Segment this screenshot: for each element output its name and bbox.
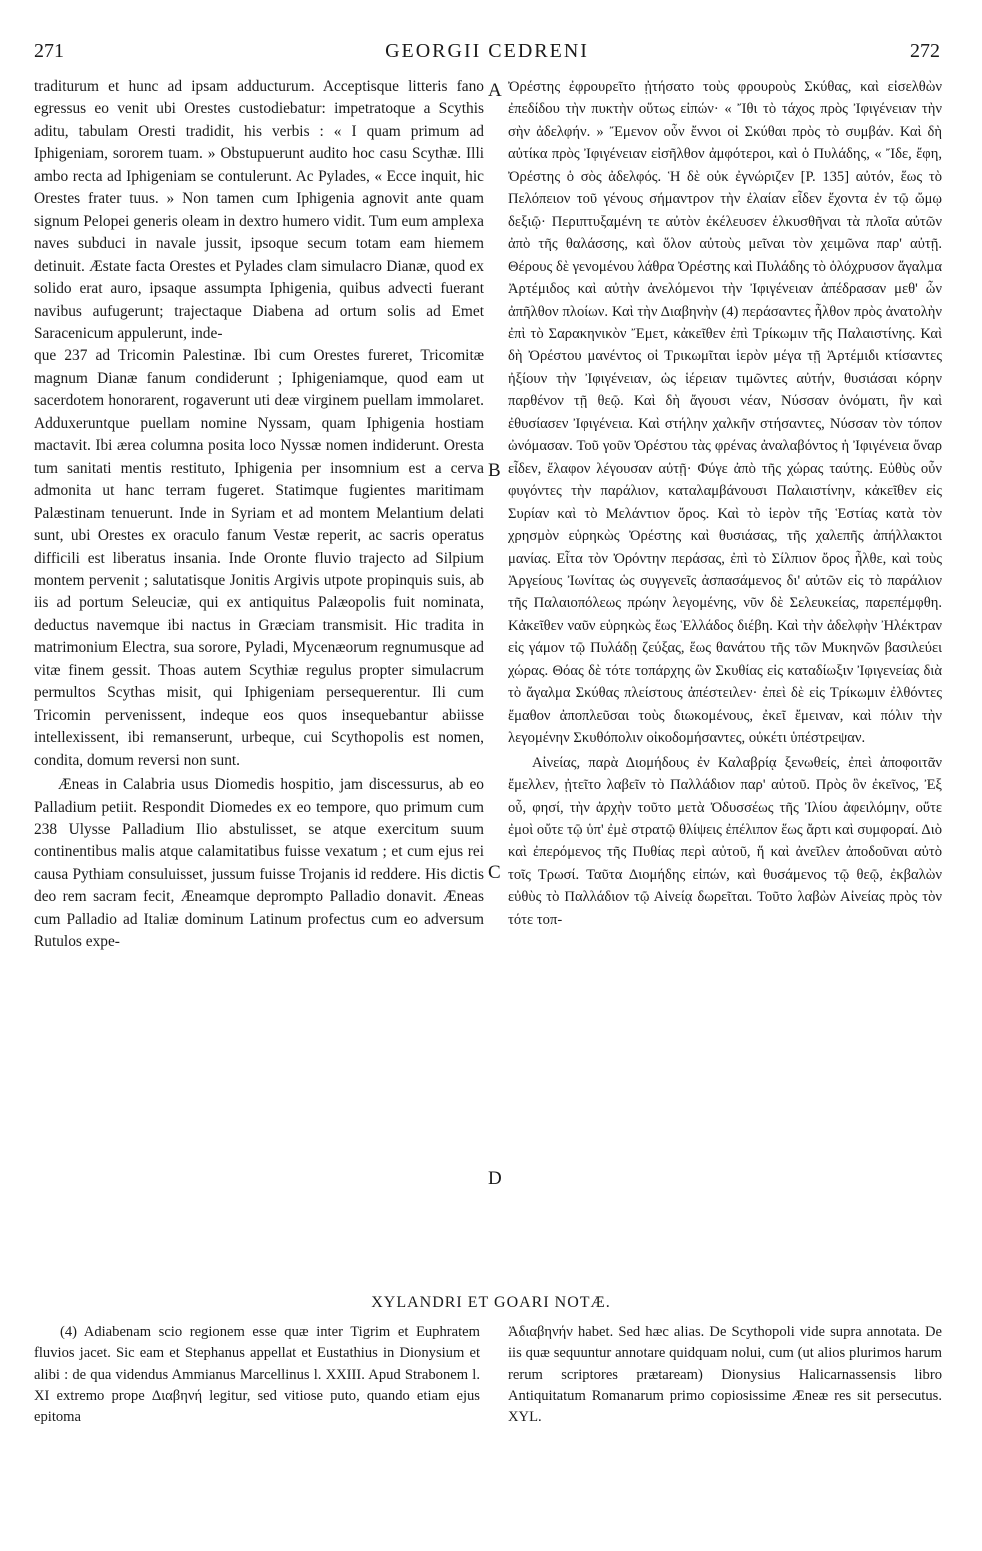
latin-paragraph: traditurum et hunc ad ipsam adducturum. Acceptisque litteris fano egressus eo venit ubi Orestes custodiebatur: impetratoque a Scythis aditu, tabulam Oresti tradidit, his verbis : « I quam primum ad Iphigeniam, sororem tuam. » Obstupuerunt audito hoc casu Scythæ. Illi ambo recta ad Iphigeniam se contulerunt. Ac Pylades, « Ecce inquit, hic Orestes frater tuus. » Non tamen cum Iphigenia agnovit ante quam signum Pelopei generis oleam in dextro humero vidit. Tum eum amplexa naves subduci in navale jussit, ipsoque secum totam eam hiemem detinuit. Æstate facta Orestes et Pylades clam simulacro Dianæ, quod ex solido erat auro, ipsaque assumpta Iphigenia, quibus advecti fuerant navibus aufugerunt; trajectaque Diabena ad ortum solis ad Emet Saracenicum appulerunt, inde-: [34, 78, 484, 342]
section-marker-d: D: [488, 1168, 502, 1189]
latin-column: [34, 76, 484, 954]
latin-paragraph: Æneas in Calabria usus Diomedis hospitio, jam discessurus, ab eo Palladium petiit. Respondit Diomedes ex eo tempore, quo primum cum 238 Ulysse Palladium Ilio abstulisset, se atque exercitum suum continentibus malis atque calamitatibus fuisse vexatum ; et cum ejus rei causa Pythiam consuluisset, jussum fuisse Trojanis id reddere. His dictis deo rem sacram fecit, Æneamque deprompto Palladio donavit. Æneas cum Palladio ad Italiæ dominum Latinum profectus cum eo adversum Rutulos expe-: [34, 776, 484, 951]
page-number-right: 272: [910, 40, 940, 62]
note-text: (4) Adiabenam scio regionem esse quæ inter Tigrim et Euphratem fluvios jacet. Sic eam et Stephanus appellat et Eustathius in Dionysium et alibi : de qua videndus Ammianus Marcellinus l. XXIII. Apud Strabonem l. XI extremo prope Διαβηνή legitur, sed vitiose puto, quando etiam ejus epitoma: [34, 1324, 480, 1426]
running-title: GEORGII CEDRENI: [385, 40, 589, 62]
greek-column: [508, 76, 942, 931]
note-text: Ἀδιαβηνήν habet. Sed hæc alias. De Scythopoli vide supra annotata. De iis quæ sequuntur annotare quidquam nolui, cum (ut alios plurimos harum rerum scriptores prætaream) Dionysius Halicarnassensis libro Antiquitatum Romanarum primo copiosissime Æneæ res sit persecutus. XYL.: [508, 1324, 942, 1426]
page-number-left: 271: [34, 40, 64, 62]
section-marker-c: C: [488, 862, 501, 883]
notes-title: XYLANDRI ET GOARI NOTÆ.: [371, 1294, 611, 1311]
section-marker-a: A: [488, 80, 502, 101]
latin-paragraph: que 237 ad Tricomin Palestinæ. Ibi cum Orestes fureret, Tricomitæ magnum Dianæ fanum condiderunt ; Iphigeniamque, quod eam ut sacerdotem honorarent, rogaverunt uti deæ virginem puellam immolaret. Adduxeruntque puellam nomine Nyssam, quam Iphigenia hostiam mactavit. Ibi ærea columna posita loco Nyssæ nomen indiderunt. Oresta tum sanitati mentis restituto, Iphigenia per insomnium est a cerva admonita ut hanc terram fugeret. Statimque fugientes maritimam Palæstinam tenuerunt. Inde in Syriam et ad montem Melantium delati sunt, ubi Orestes ex oraculo fanum Vestæ reperit, ac sacris operatus difficili est liberatus insania. Inde Oronte fluvio trajecto ad Silpium montem pervenit ; salutatisque Jonitis Argivis utpote propinquis suis, ab iis ad portum Seleuciæ, qui ex antiquitus Palæopolis fuit nominata, deductus navemque ibi nactus in Græciam transmisit. Hic tradita in matrimonium Electra, sua sorore, Pyladi, Mycenæorum regnumusque ad vitæ finem gessit. Thoas autem Scythiæ regulus propter simulacrum permultos Scythas misit, qui Iphigeniam persequerentur. Ili cum Tricomin pervenissent, indeque eos quos insequebantur abiisse intellexissent, ibi remanserunt, urbeque, cui Scythopolis est nomen, condita, domum reversi non sunt.: [34, 347, 484, 769]
greek-paragraph: Ὀρέστης ἐφρουρεῖτο ᾐτήσατο τοὺς φρουροὺς Σκύθας, καὶ εἰσελθὼν ἐπεδίδου τὴν πυκτὴν οὕτως εἰπών· « Ἴθι τὸ τάχος πρὸς Ἰφιγένειαν τὴν σὴν ἀδελφήν. » Ἔμενον οὖν ἔννοι οἱ Σκύθαι πρὸς τὸ συμβάν. Καὶ δὴ αὐτίκα πρὸς Ἰφιγένειαν εἰσῆλθον ἀμφότεροι, καὶ ὁ Πυλάδης, « Ἴδε, ἔφη, Ὀρέστης ὁ σὸς ἀδελφός. Ἡ δὲ οὐκ ἐγνώριζεν [P. 135] αὐτόν, ἕως τὸ Πελόπειον τοῦ γένους σήμαντρον τὴν ἐλαίαν εἶδεν ἔχοντα ἐν τῷ ὤμῳ δεξιῷ· Περιπτυξαμένη τε αὐτὸν ἐκέλευσεν ἑλκυσθῆναι τὰ πλοῖα αὐτῶν ἀπὸ τῆς θαλάσσης, καὶ ὅλον αὐτοὺς μεῖναι τὸν χειμῶνα παρ' αὐτῇ. Θέρους δὲ γενομένου λάθρα Ὀρέστης καὶ Πυλάδης τὸ ὁλόχρυσον ἄγαλμα Ἀρτέμιδος καὶ αὐτὴν ἀνελόμενοι τὴν Ἰφιγένειαν ἀπέδρασαν μεθ' ὧν ἀπῆλθον πλοίων. Καὶ τὴν Διαβηνὴν (4) περάσαντες ἦλθον πρὸς ἀνατολὴν ἐπὶ τὸ Σαρακηνικὸν Ἔμετ, κἀκεῖθεν ἐπὶ Τρίκωμιν τῆς Παλαιστίνης. Καὶ δὴ Ὀρέστου μανέντος οἱ Τρικωμῖται ἱερὸν μέγα τῇ Ἀρτέμιδι κτίσαντες ἠξίουν τὴν Ἰφιγένειαν, ὡς ἱέρειαν τιμῶντες αὐτήν, θυσιάσαι κόρην παρθένον τῇ θεῷ. Καὶ δὴ ἄγουσι νέαν, Νύσσαν ὀνόματι, ἣν καὶ ἐθυσίασεν Ἰφιγένεια. Καὶ στήλην χαλκῆν στήσαντες, Νύσσαν τὸν τόπον ὠνόμασαν. Τοῦ γοῦν Ὀρέστου τὰς φρένας ἀναλαβόντος ἡ Ἰφιγένεια ὄναρ εἶδεν, ἔλαφον λέγουσαν αὐτῇ· Φύγε ἀπὸ τῆς χώρας ταύτης. Εὐθὺς οὖν φυγόντες τὴν παράλιον, καταλαμβάνουσι Παλαιστίνην, κἀκεῖθεν εἰς Συρίαν καὶ τὸ Μελάντιον ὄρος. Καὶ τὸ ἱερὸν τῆς Ἑστίας κατὰ τὸν χρησμὸν εὑρηκὼς Ὀρέστης καὶ θυσιάσας, τῆς χαλεπῆς ἀπήλλακτοι μανίας. Εἶτα τὸν Ὀρόντην περάσας, ἐπὶ τὸ Σίλπιον ὄρος ἦλθε, καὶ τοὺς Ἀργείους Ἰωνίτας ὡς συγγενεῖς ἀσπασάμενος δι' αὐτῶν εἰς τὸ παράλιον τῆς Παλαιοπόλεως πρώην λεγομένης, νῦν δὲ Σελευκείας, παρεπέμφθη. Κἀκεῖθεν ναῦν εὑρηκὼς ἕως Ἑλλάδος διέβη. Καὶ τὴν ἀδελφὴν Ἠλέκτραν εἰς γάμον τῷ Πυλάδῃ ζεύξας, ἕως θανάτου τῆς τῶν Μυκηνῶν βασιλεύει χώρας. Θόας δὲ τότε τοπάρχης ὢν Σκυθίας εἰς καταδίωξιν Ἰφιγενείας διὰ τὸ ἄγαλμα Σκύθας πλείστους ἀπέστειλεν· ἐπεὶ δὲ εἰς Τρίκωμιν ἐλθόντες ἔμαθον ἀποπλεῦσαι τοὺς διωκομένους, ἐκεῖ ἔμειναν, καὶ πόλιν τὴν λεγομένην Σκυθόπολιν οἰκοδομήσαντες, οὐκέτι ὑπέστρεψαν.: [508, 79, 942, 747]
notes-column-left: [34, 1322, 480, 1428]
section-marker-b: B: [488, 460, 501, 481]
greek-paragraph: Αἰνείας, παρὰ Διομήδους ἐν Καλαβρίᾳ ξενωθείς, ἐπεὶ ἀποφοιτᾶν ἔμελλεν, ᾐτεῖτο λαβεῖν τὸ Παλλάδιον παρ' αὐτοῦ. Πρὸς ὃν ἐκεῖνος, Ἐξ οὗ, φησί, τὴν ἀρχὴν τοῦτο μετὰ Ὀδυσσέως τῆς Ἰλίου ἀφειλόμην, οὔτε ἐμοὶ οὔτε τῷ ὑπ' ἐμὲ στρατῷ θλίψεις ἐπέλιπον ἕως ἄρτι καὶ συμφοραί. Διὸ καὶ ἐπερόμενος τῆς Πυθίας περὶ αὐτοῦ, ἥ καὶ ἀνεῖλεν ἀποδοῦναι αὐτὸ τοῖς Τρωσί. Ταῦτα Διομήδης εἰπών, καὶ θυσάμενος τῷ θεῷ, ἐκβαλὼν εὐθὺς τὸ Παλλάδιον τῷ Αἰνείᾳ δωρεῖται. Τοῦτο λαβὼν Αἰνείας πρὸς τὸν τότε τοπ-: [508, 754, 942, 928]
page-header: [34, 40, 940, 70]
notes-column-right: [508, 1322, 942, 1428]
